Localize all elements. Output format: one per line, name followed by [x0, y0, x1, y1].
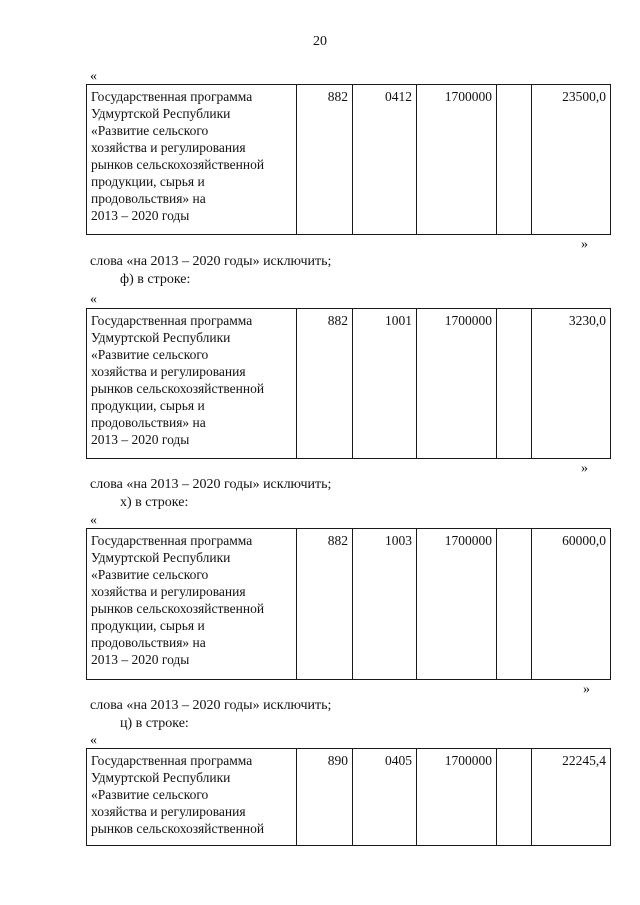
table-row	[87, 309, 611, 459]
program-name-line: 2013 – 2020 годы	[91, 432, 190, 447]
section-code-cell: 0405	[353, 749, 417, 846]
program-name-line: Удмуртской Республики	[91, 330, 231, 345]
amount-cell: 60000,0	[532, 529, 611, 680]
program-name-cell	[87, 85, 297, 235]
amount-cell: 3230,0	[532, 309, 611, 459]
program-name-line: Удмуртской Республики	[91, 550, 231, 565]
program-name-line: Государственная программа	[91, 89, 253, 104]
program-name-line: «Развитие сельского	[91, 567, 209, 582]
program-name-line: рынков сельскохозяйственной	[91, 601, 265, 616]
table-row	[87, 85, 611, 235]
program-name-line: Удмуртской Республики	[91, 770, 231, 785]
program-name-line: хозяйства и регулирования	[91, 584, 246, 599]
target-article-cell: 1700000	[417, 85, 497, 235]
budget-row-table	[86, 748, 611, 846]
program-name-line: Государственная программа	[91, 753, 253, 768]
program-name-line: хозяйства и регулирования	[91, 804, 246, 819]
expense-type-cell	[497, 529, 532, 680]
target-article-cell: 1700000	[417, 529, 497, 680]
program-name-line: 2013 – 2020 годы	[91, 652, 190, 667]
instruction-text: слова «на 2013 – 2020 годы» исключить;	[90, 254, 332, 269]
program-name-line: Государственная программа	[91, 313, 253, 328]
close-quote: »	[581, 237, 588, 252]
program-name-line: рынков сельскохозяйственной	[91, 381, 265, 396]
amount-cell: 22245,4	[532, 749, 611, 846]
program-name-line: «Развитие сельского	[91, 347, 209, 362]
target-article-cell: 1700000	[417, 309, 497, 459]
program-name-line: 2013 – 2020 годы	[91, 208, 190, 223]
subitem-label: ф) в строке:	[120, 272, 191, 287]
section-code-cell: 1001	[353, 309, 417, 459]
open-quote: «	[90, 513, 97, 528]
subitem-label: х) в строке:	[120, 495, 189, 510]
program-name-line: «Развитие сельского	[91, 123, 209, 138]
page-number: 20	[313, 34, 327, 49]
open-quote: «	[90, 69, 97, 84]
subitem-label: ц) в строке:	[120, 716, 189, 731]
budget-row-table	[86, 308, 611, 459]
budget-row-table	[86, 84, 611, 235]
close-quote: »	[581, 461, 588, 476]
program-name-line: продовольствия» на	[91, 191, 206, 206]
expense-type-cell	[497, 85, 532, 235]
program-name-cell	[87, 749, 297, 846]
program-name-line: рынков сельскохозяйственной	[91, 821, 265, 836]
ministry-code-cell: 882	[297, 529, 353, 680]
program-name-line: продукции, сырья и	[91, 618, 205, 633]
instruction-text: слова «на 2013 – 2020 годы» исключить;	[90, 698, 332, 713]
ministry-code-cell: 882	[297, 309, 353, 459]
program-name-line: рынков сельскохозяйственной	[91, 157, 265, 172]
expense-type-cell	[497, 309, 532, 459]
program-name-line: продовольствия» на	[91, 635, 206, 650]
program-name-line: продукции, сырья и	[91, 174, 205, 189]
table-row	[87, 529, 611, 680]
table-row	[87, 749, 611, 846]
program-name-line: хозяйства и регулирования	[91, 140, 246, 155]
section-code-cell: 1003	[353, 529, 417, 680]
open-quote: «	[90, 733, 97, 748]
program-name-line: «Развитие сельского	[91, 787, 209, 802]
section-code-cell: 0412	[353, 85, 417, 235]
amount-cell: 23500,0	[532, 85, 611, 235]
open-quote: «	[90, 292, 97, 307]
close-quote: »	[583, 682, 590, 697]
program-name-cell	[87, 309, 297, 459]
expense-type-cell	[497, 749, 532, 846]
program-name-line: Удмуртской Республики	[91, 106, 231, 121]
budget-row-table	[86, 528, 611, 680]
ministry-code-cell: 882	[297, 85, 353, 235]
target-article-cell: 1700000	[417, 749, 497, 846]
program-name-line: продукции, сырья и	[91, 398, 205, 413]
program-name-line: продовольствия» на	[91, 415, 206, 430]
program-name-line: Государственная программа	[91, 533, 253, 548]
program-name-line: хозяйства и регулирования	[91, 364, 246, 379]
ministry-code-cell: 890	[297, 749, 353, 846]
program-name-cell	[87, 529, 297, 680]
instruction-text: слова «на 2013 – 2020 годы» исключить;	[90, 477, 332, 492]
